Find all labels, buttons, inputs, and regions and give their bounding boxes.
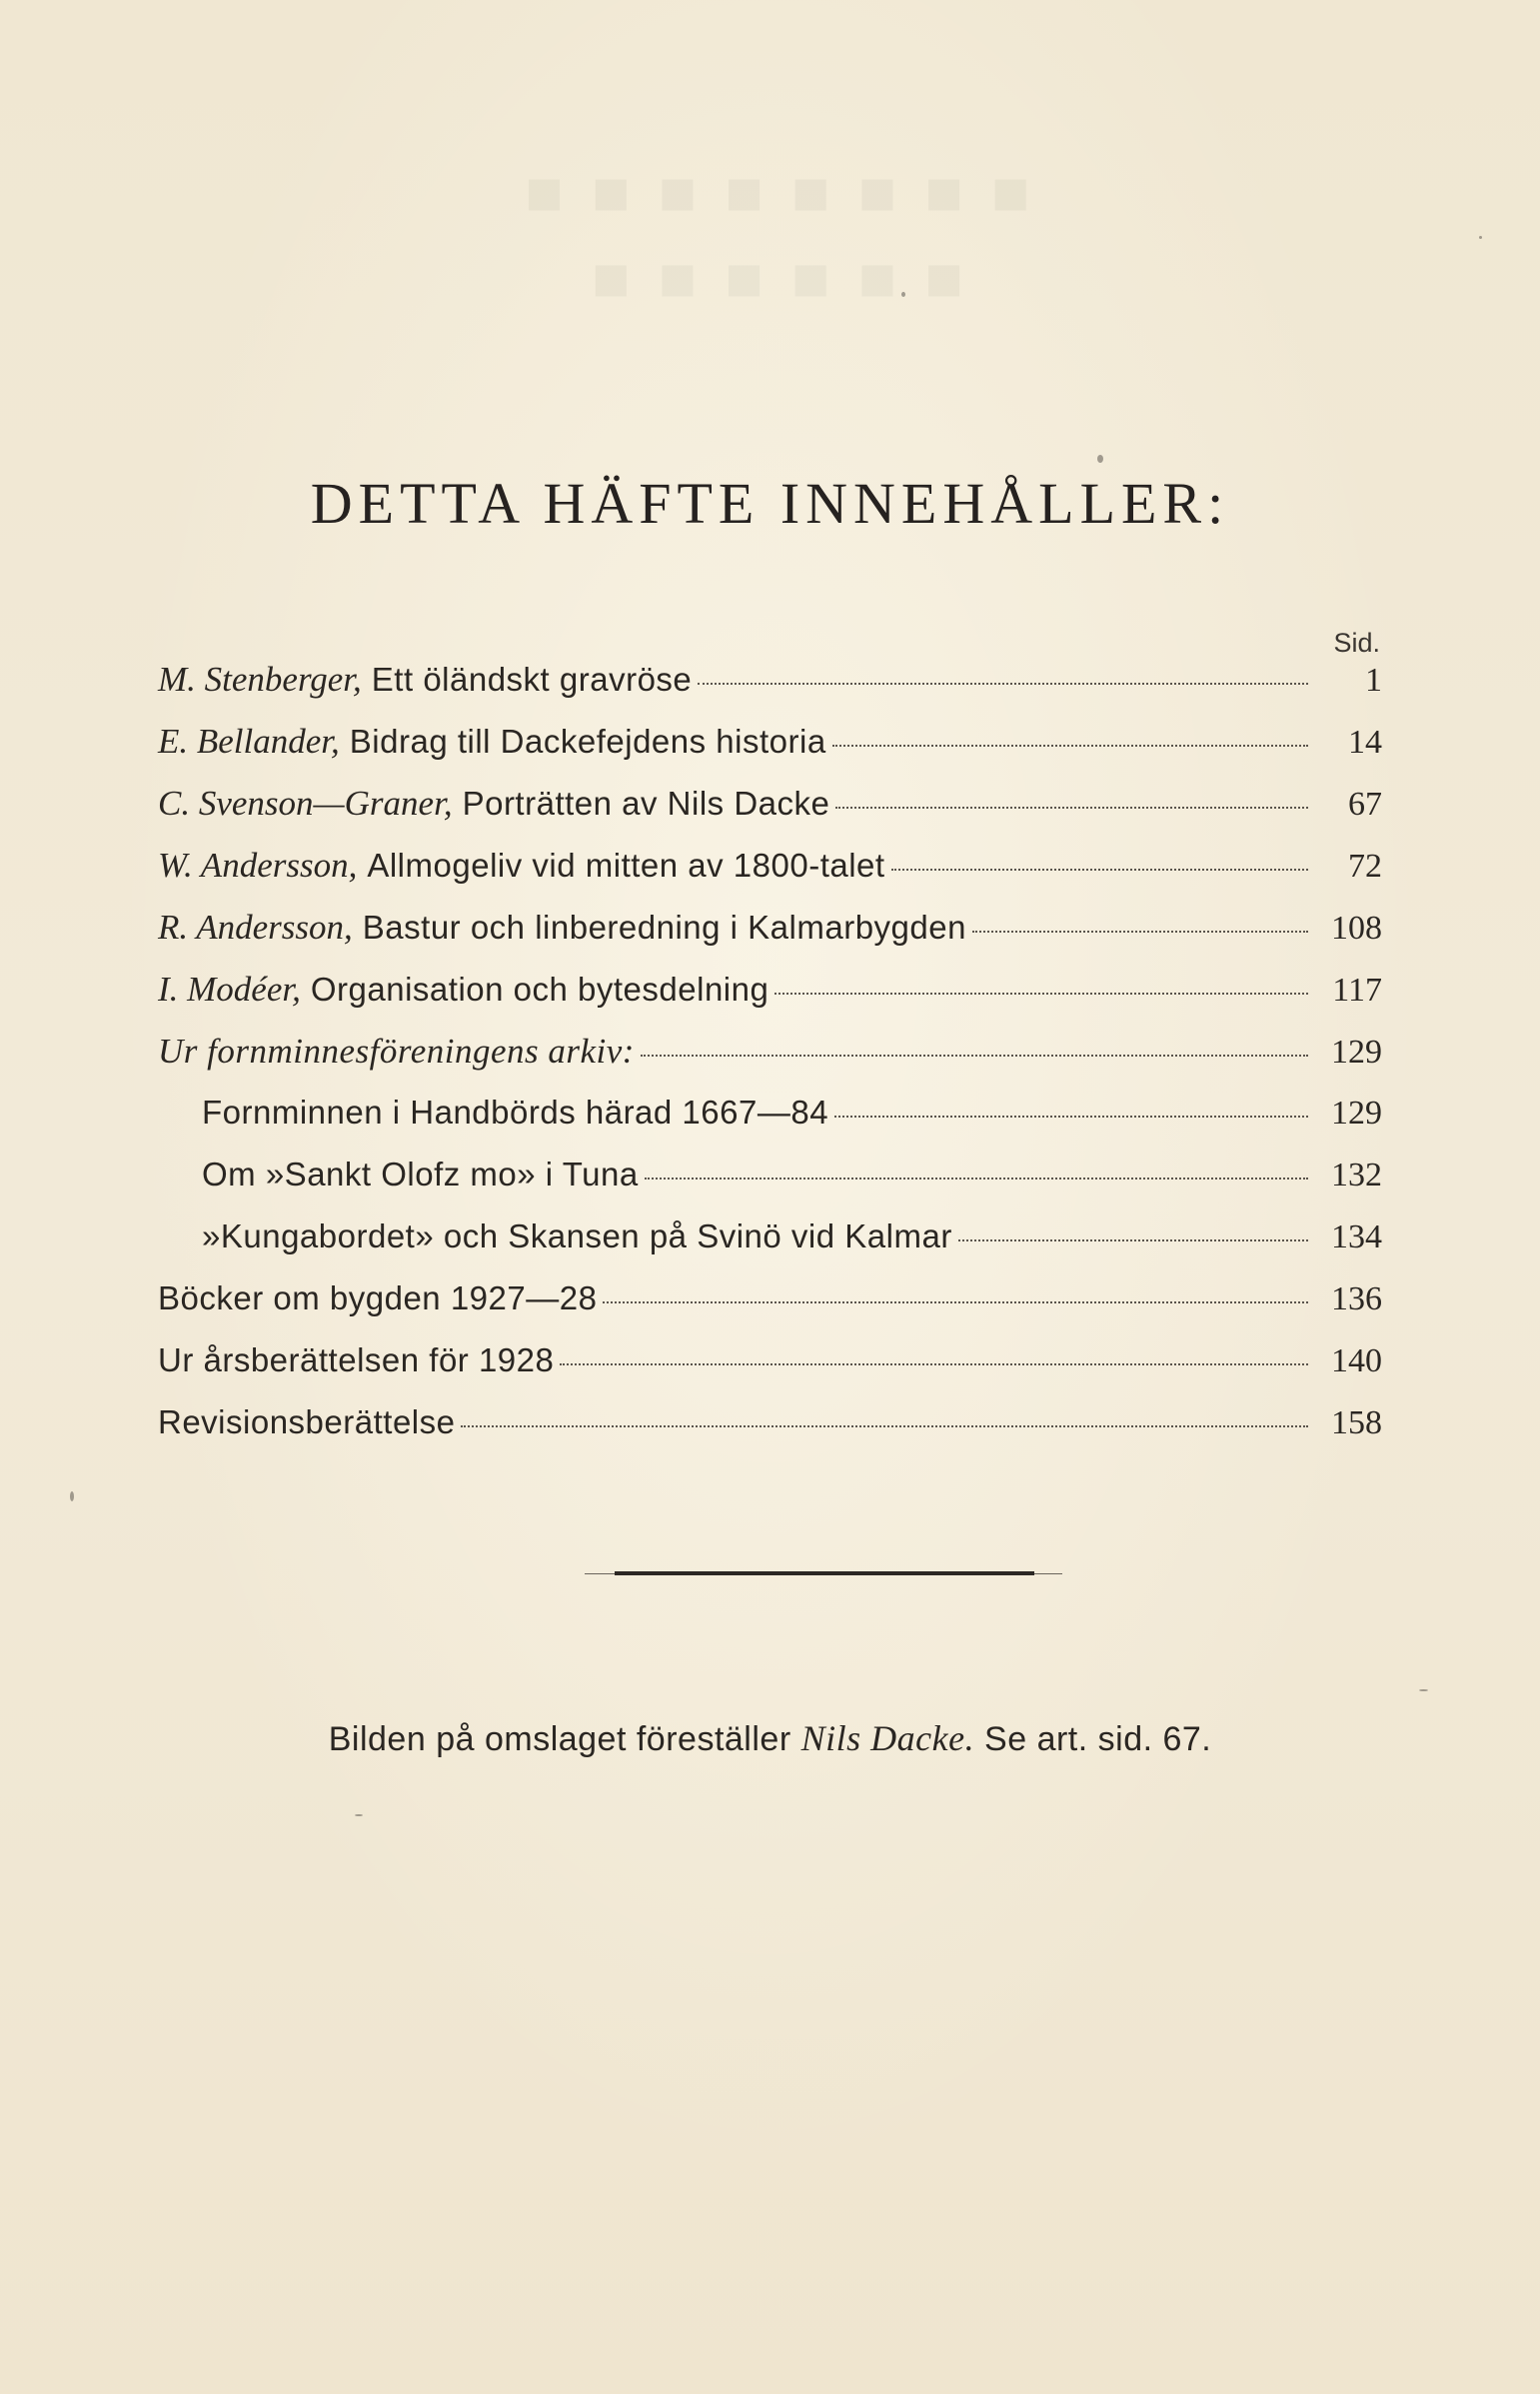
- toc-section-entry: [158, 1032, 1382, 1094]
- toc-author: I. Modéer,: [158, 970, 301, 1009]
- dot-leader: [645, 1178, 1308, 1180]
- toc-title: Organisation och bytesdelning: [310, 971, 770, 1008]
- caption-reference: Se art. sid. 67.: [984, 1720, 1212, 1758]
- toc-page-number: 129: [1331, 1034, 1382, 1071]
- toc-entry: [158, 1403, 1382, 1465]
- toc-title: Porträtten av Nils Dacke: [462, 785, 830, 822]
- caption-text: Bilden på omslaget föreställer: [328, 1720, 791, 1758]
- dot-leader: [958, 1239, 1308, 1241]
- toc-title: Böcker om bygden 1927—28: [158, 1279, 598, 1316]
- toc-title: Bidrag till Dackefejdens historia: [349, 723, 826, 760]
- toc-page-number: 72: [1348, 848, 1382, 885]
- paper-speck: [70, 1491, 74, 1501]
- toc-title: Fornminnen i Handbörds härad 1667—84: [202, 1094, 829, 1131]
- dot-leader: [641, 1055, 1308, 1057]
- toc-author: E. Bellander,: [158, 722, 340, 761]
- rule-thick-line: [615, 1571, 1034, 1575]
- dot-leader: [834, 1116, 1308, 1118]
- toc-page-number: 67: [1348, 786, 1382, 823]
- toc-page-number: 136: [1331, 1280, 1382, 1317]
- paper-speck: [1419, 1689, 1428, 1691]
- dot-leader: [835, 807, 1308, 809]
- dot-leader: [461, 1425, 1308, 1427]
- toc-entry: [158, 846, 1382, 908]
- toc-title: Ur årsberättelsen för 1928: [158, 1341, 555, 1378]
- toc-page-number: 129: [1331, 1095, 1382, 1132]
- table-of-contents: [158, 660, 1382, 1465]
- dot-leader: [560, 1363, 1308, 1365]
- toc-author: W. Andersson,: [158, 846, 358, 885]
- paper-speck: [1479, 236, 1482, 239]
- toc-page-number: 1: [1365, 662, 1382, 699]
- toc-entry: [158, 722, 1382, 784]
- page-heading: DETTA HÄFTE INNEHÅLLER:: [310, 471, 1230, 536]
- toc-title: Om »Sankt Olofz mo» i Tuna: [202, 1156, 639, 1193]
- toc-entry: [158, 660, 1382, 722]
- toc-subentry: [158, 1094, 1382, 1156]
- page-column-label: Sid.: [1333, 628, 1380, 658]
- toc-title: Allmogeliv vid mitten av 1800-talet: [367, 847, 885, 884]
- caption-emphasis: Nils Dacke.: [800, 1718, 975, 1758]
- toc-entry: [158, 1279, 1382, 1341]
- show-through-texture: ■ ■ ■ ■ ■ ■ ■ ■ ■ ■ ■ ■ ■ ■: [519, 157, 1030, 315]
- toc-title: Revisionsberättelse: [158, 1403, 456, 1440]
- toc-title: Ett öländskt gravröse: [371, 661, 693, 698]
- toc-entry: [158, 1341, 1382, 1403]
- paper-speck: [901, 292, 905, 297]
- toc-page-number: 140: [1331, 1342, 1382, 1379]
- toc-page-number: 108: [1331, 910, 1382, 947]
- dot-leader: [832, 745, 1308, 747]
- toc-entry: [158, 908, 1382, 970]
- toc-title: »Kungabordet» och Skansen på Svinö vid Kalmar: [202, 1217, 952, 1254]
- cover-caption: [0, 1717, 1540, 1759]
- dot-leader: [698, 683, 1308, 685]
- toc-author: R. Andersson,: [158, 908, 353, 947]
- toc-section-title: Ur fornminnesföreningens arkiv:: [158, 1032, 635, 1071]
- dot-leader: [972, 931, 1308, 933]
- toc-title: Bastur och linberedning i Kalmarbygden: [362, 909, 966, 946]
- toc-page-number: 14: [1348, 724, 1382, 761]
- toc-entry: [158, 970, 1382, 1032]
- dot-leader: [603, 1301, 1308, 1303]
- toc-page-number: 117: [1332, 972, 1382, 1009]
- toc-author: C. Svenson—Graner,: [158, 784, 453, 823]
- toc-subentry: [158, 1156, 1382, 1217]
- dot-leader: [891, 869, 1308, 871]
- decorative-rule: [585, 1569, 1062, 1575]
- toc-page-number: 158: [1331, 1404, 1382, 1441]
- paper-speck: [1097, 455, 1103, 463]
- toc-entry: [158, 784, 1382, 846]
- toc-author: M. Stenberger,: [158, 660, 362, 699]
- toc-page-number: 134: [1331, 1218, 1382, 1255]
- toc-subentry: [158, 1217, 1382, 1279]
- dot-leader: [774, 993, 1308, 995]
- paper-speck: [355, 1814, 363, 1816]
- toc-page-number: 132: [1331, 1157, 1382, 1194]
